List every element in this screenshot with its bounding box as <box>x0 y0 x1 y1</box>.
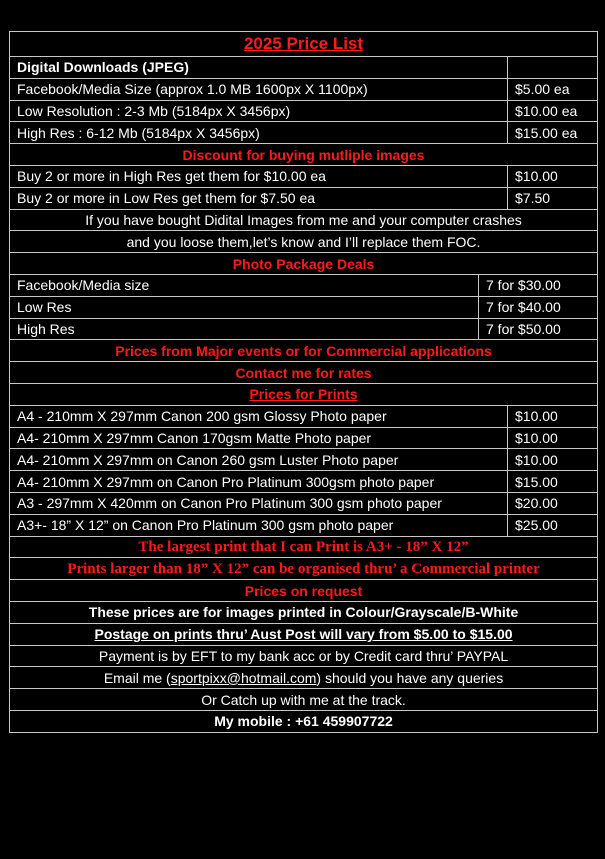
price-label: Buy 2 or more in High Res get them for $10.00 ea <box>10 165 508 187</box>
price-row <box>10 318 598 340</box>
price-row <box>10 471 598 493</box>
price-row <box>10 296 598 318</box>
price-value: $10.00 <box>508 165 598 187</box>
price-label: A3+- 18” X 12” on Canon Pro Platinum 300 gsm photo paper <box>10 514 508 536</box>
package-deals-header: Photo Package Deals <box>10 253 598 275</box>
page-title: 2025 Price List <box>10 32 598 57</box>
price-value: $10.00 <box>508 427 598 449</box>
price-label: Low Res <box>10 296 479 318</box>
price-label: Facebook/Media Size (approx 1.0 MB 1600px X 1100px) <box>10 78 508 100</box>
replace-note-line2: and you loose them,let’s know and I’ll replace them FOC. <box>10 231 598 253</box>
price-row <box>10 274 598 296</box>
price-row <box>10 492 598 514</box>
price-value: 7 for $40.00 <box>479 296 598 318</box>
track-note: Or Catch up with me at the track. <box>10 689 598 711</box>
price-value: $10.00 <box>508 405 598 427</box>
price-row <box>10 405 598 427</box>
prices-on-request-note: Prices on request <box>10 580 598 602</box>
price-row <box>10 100 598 122</box>
price-label: High Res : 6-12 Mb (5184px X 3456px) <box>10 122 508 144</box>
price-label: Facebook/Media size <box>10 274 479 296</box>
price-row <box>10 427 598 449</box>
price-label: A4- 210mm X 297mm on Canon Pro Platinum 300gsm photo paper <box>10 471 508 493</box>
prints-header: Prices for Prints <box>10 383 598 405</box>
email-link[interactable]: sportpixx@hotmail.com <box>170 669 317 686</box>
larger-prints-note: Prints larger than 18” X 12” can be organised thru’ a Commercial printer <box>10 558 598 580</box>
price-row <box>10 122 598 144</box>
price-value: $7.50 <box>508 187 598 209</box>
price-row <box>10 78 598 100</box>
email-note <box>10 667 598 689</box>
price-value: $15.00 <box>508 471 598 493</box>
price-label: A4 - 210mm X 297mm Canon 200 gsm Glossy Photo paper <box>10 405 508 427</box>
price-row <box>10 449 598 471</box>
price-row <box>10 165 598 187</box>
email-suffix: ) should you have any queries <box>316 669 504 686</box>
price-value: $10.00 <box>508 449 598 471</box>
empty-cell <box>508 57 598 79</box>
discount-header: Discount for buying mutliple images <box>10 144 598 166</box>
price-value: $25.00 <box>508 514 598 536</box>
price-value: $5.00 ea <box>508 78 598 100</box>
price-value: $15.00 ea <box>508 122 598 144</box>
price-label: A4- 210mm X 297mm on Canon 260 gsm Luster Photo paper <box>10 449 508 471</box>
price-value: 7 for $50.00 <box>479 318 598 340</box>
price-row <box>10 514 598 536</box>
price-value: 7 for $30.00 <box>479 274 598 296</box>
price-row <box>10 187 598 209</box>
price-value: $20.00 <box>508 492 598 514</box>
contact-rates-note: Contact me for rates <box>10 362 598 384</box>
colour-note: These prices are for images printed in Colour/Grayscale/B-White <box>10 601 598 623</box>
postage-note: Postage on prints thru’ Aust Post will vary from $5.00 to $15.00 <box>10 623 598 645</box>
digital-downloads-header: Digital Downloads (JPEG) <box>10 57 508 79</box>
email-prefix: Email me ( <box>103 669 171 686</box>
payment-note: Payment is by EFT to my bank acc or by Credit card thru’ PAYPAL <box>10 645 598 667</box>
price-label: Buy 2 or more in Low Res get them for $7.50 ea <box>10 187 508 209</box>
price-label: Low Resolution : 2-3 Mb (5184px X 3456px) <box>10 100 508 122</box>
price-list-table <box>9 31 598 733</box>
largest-print-note: The largest print that I can Print is A3+ - 18” X 12” <box>10 536 598 558</box>
price-label: A3 - 297mm X 420mm on Canon Pro Platinum 300 gsm photo paper <box>10 492 508 514</box>
price-label: A4- 210mm X 297mm Canon 170gsm Matte Photo paper <box>10 427 508 449</box>
replace-note-line1: If you have bought Didital Images from me and your computer crashes <box>10 209 598 231</box>
major-events-note: Prices from Major events or for Commercial applications <box>10 340 598 362</box>
price-label: High Res <box>10 318 479 340</box>
price-value: $10.00 ea <box>508 100 598 122</box>
mobile-number: My mobile : +61 459907722 <box>10 710 598 732</box>
